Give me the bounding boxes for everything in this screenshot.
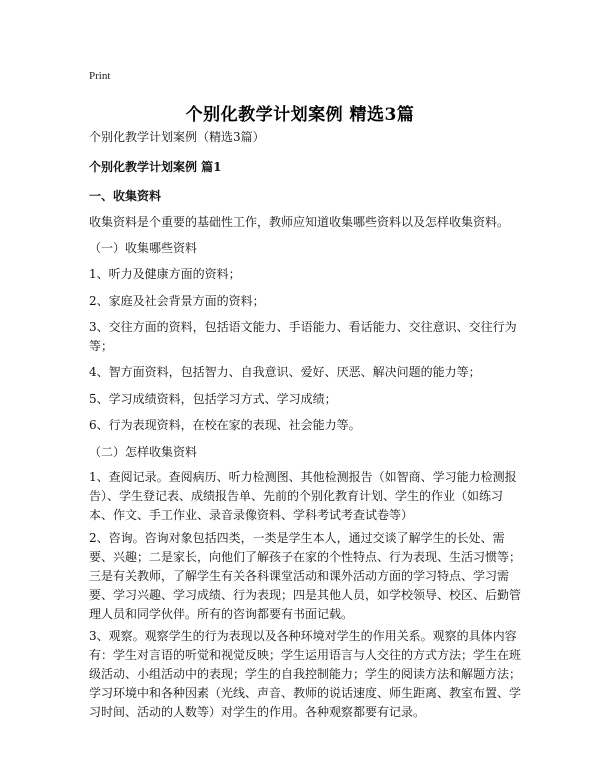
method-paragraph: 2、咨询。咨询对象包括四类，一类是学生本人，通过交谈了解学生的长处、需要、兴趣；二是家长，向他们了解孩子在家的个性特点、行为表现、生活习惯等；三是有关教师，了解学生有关各科课堂活动和课外活动方面的学习特点、学习需要、学习兴趣、学习成绩、行为表现；四是其他人员，如学校领导、校区、后勤管理人员和同学伙伴。所有的咨询都要有书面记载。 [89,531,522,621]
method-paragraph: 3、观察。观察学生的行为表现以及各种环境对学生的作用关系。观察的具体内容有：学生对言语的听觉和视觉反映；学生运用语言与人交往的方式方法；学生在班级活动、小组活动中的表现；学生的自我控制能力；学生的阅读方法和解题方法；学习环境中和各种因素（光线、声音、教师的说话速度、师生距离、教室布置、学习时间、活动的人数等）对学生的作用。各种观察都要有记录。 [89,629,522,719]
intro-paragraph: 收集资料是个重要的基础性工作，教师应知道收集哪些资料以及怎样收集资料。 [89,215,510,229]
list-item: 1、听力及健康方面的资料； [89,267,241,281]
list-item: 4、智方面资料，包括智力、自我意识、爱好、厌恶、解决问题的能力等； [89,365,481,379]
print-label: Print [89,70,111,82]
document-subtitle: 个别化教学计划案例（精选3篇） [89,130,265,144]
section-heading: 个别化教学计划案例 篇1 [89,160,222,174]
page-title: 个别化教学计划案例 精选3篇 [185,105,415,125]
list-item: 3、交往方面的资料，包括语文能力、手语能力、看话能力、交往意识、交往行为等； [89,320,517,353]
part-heading: 一、收集资料 [89,189,162,203]
subsection-heading-how: （二）怎样收集资料 [89,445,198,459]
list-item: 6、行为表现资料，在校在家的表现、社会能力等。 [89,418,361,432]
method-paragraph: 1、查阅记录。查阅病历、听力检测图、其他检测报告（如智商、学习能力检测报告）、学生登记表、成绩报告单、先前的个别化教育计划、学生的作业（如练习本、作文、手工作业、录音录像资料、学科考试考查试卷等） [89,470,517,522]
list-item: 5、学习成绩资料，包括学习方式、学习成绩； [89,392,337,406]
list-item: 2、家庭及社会背景方面的资料； [89,294,265,308]
subsection-heading-what: （一）收集哪些资料 [89,241,198,255]
